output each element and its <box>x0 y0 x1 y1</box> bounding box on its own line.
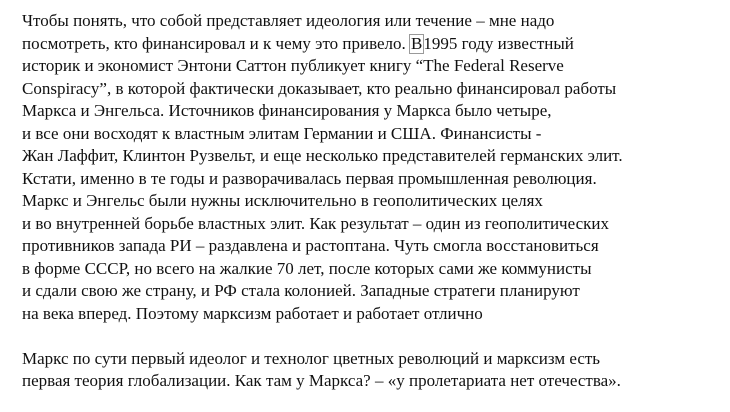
text-line <box>22 33 722 56</box>
text-line: первая теория глобализации. Как там у Маркса? – «у пролетариата нет отечества». <box>22 371 621 390</box>
text-line: противников запада РИ – раздавлена и растоптана. Чуть смогла восстановиться <box>22 236 599 255</box>
text-line: Маркса и Энгельса. Источников финансирования у Маркса было четыре, <box>22 101 552 120</box>
paragraph-gap <box>22 325 722 348</box>
text-line: в форме СССР, но всего на жалкие 70 лет, после которых сами же коммунисты <box>22 258 592 278</box>
text-line: и во внутренней борьбе властных элит. Как результат – один из геополитических <box>22 213 609 233</box>
text-segment: посмотреть, кто финансировал и к чему это привело. <box>22 33 411 53</box>
text-line: Conspiracy”, в которой фактически доказывает, кто реально финансировал работы <box>22 78 617 98</box>
text-line: Кстати, именно в те годы и разворачивалась первая промышленная революция. <box>22 168 597 188</box>
paragraph-2 <box>22 348 722 393</box>
document-body <box>22 10 722 393</box>
text-line: Маркс и Энгельс были нужны исключительно в геополитических целях <box>22 191 543 210</box>
text-segment: 1995 году известный <box>423 33 574 53</box>
paragraph-1 <box>22 10 722 325</box>
text-line: историк и экономист Энтони Саттон публикует книгу “The Federal Reserve <box>22 56 564 75</box>
text-line: и все они восходят к властным элитам Германии и США. Финансисты - <box>22 123 542 143</box>
text-line: Чтобы понять, что собой представляет идеология или течение – мне надо <box>22 11 555 30</box>
text-line: и сдали свою же страну, и РФ стала колонией. Западные стратеги планируют <box>22 281 580 300</box>
text-line: на века вперед. Поэтому марксизм работает и работает отлично <box>22 303 483 323</box>
text-line: Маркс по сути первый идеолог и технолог цветных революций и марксизм есть <box>22 348 601 368</box>
text-cursor-highlight[interactable]: В <box>411 33 423 53</box>
text-line: Жан Лаффит, Клинтон Рузвельт, и еще несколько представителей германских элит. <box>22 146 623 165</box>
